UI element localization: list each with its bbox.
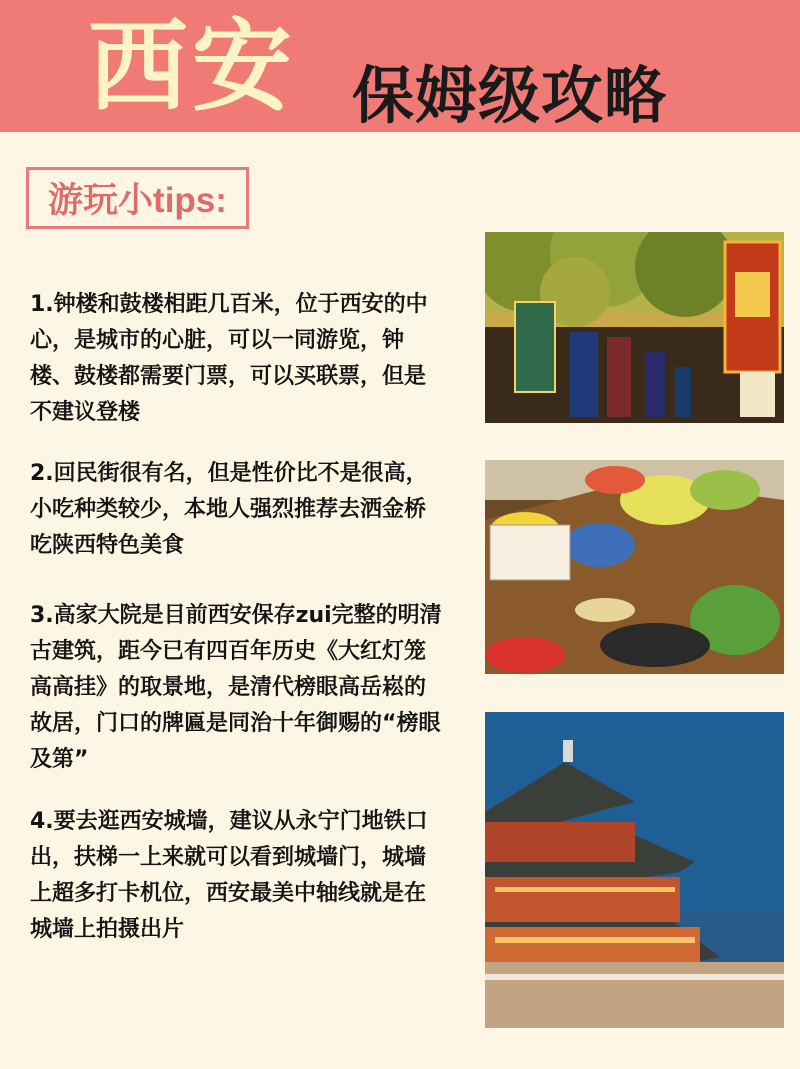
bell-tower-photo [485, 712, 784, 1028]
tip-item-3: 3.高家大院是目前西安保存zui完整的明清古建筑，距今已有四百年历史《大红灯笼高高挂》的取景地，是清代榜眼高岳崧的故居，门口的牌匾是同治十年御赐的“榜眼及第” [30, 603, 442, 772]
tip-item-1: 1.钟楼和鼓楼相距几百米，位于西安的中心，是城市的心脏，可以一同游览，钟楼、鼓楼都需要门票，可以买联票，但是不建议登楼 [30, 292, 428, 425]
street-signs-photo [485, 232, 784, 423]
guide-subtitle: 保姆级攻略 [352, 59, 668, 132]
tip-item-2: 2.回民街很有名，但是性价比不是很高，小吃种类较少，本地人强烈推荐去洒金桥吃陕西特色美食 [30, 461, 428, 558]
city-title: 西安 [88, 8, 296, 125]
tips-label: 游玩小tips: [26, 167, 249, 229]
pastry-stall-photo [485, 460, 784, 674]
header-banner [0, 0, 800, 132]
tip-item-4: 4.要去逛西安城墙，建议从永宁门地铁口出，扶梯一上来就可以看到城墙门，城墙上超多打卡机位，西安最美中轴线就是在城墙上拍摄出片 [30, 809, 428, 942]
